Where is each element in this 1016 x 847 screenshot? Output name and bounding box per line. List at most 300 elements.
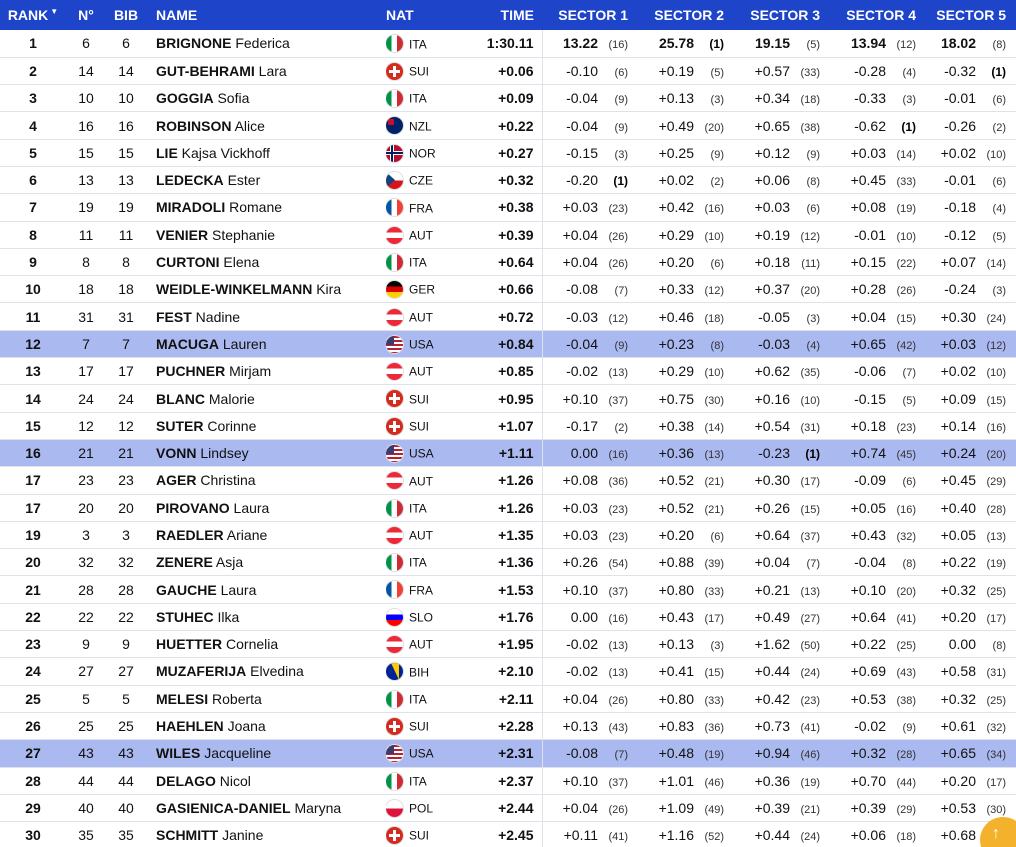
time-cell: +1.53: [470, 576, 542, 603]
sector-rank: (29): [986, 476, 1006, 489]
athlete-name[interactable]: [146, 603, 386, 630]
athlete-name[interactable]: [146, 412, 386, 439]
table-row[interactable]: [0, 85, 1016, 112]
sector-rank: (3): [806, 312, 820, 325]
nation-cell: [386, 330, 470, 357]
sector-rank: (12): [986, 339, 1006, 352]
sector-3-cell: [734, 85, 830, 112]
sector-3-cell: [734, 330, 830, 357]
athlete-last-name: FEST: [156, 308, 192, 325]
bib-cell: 43: [118, 745, 134, 762]
sector-rank: (7): [902, 367, 916, 380]
sector-4-cell: [830, 549, 926, 576]
nation-cell: [386, 603, 470, 630]
sector-5-cell: [926, 166, 1016, 193]
athlete-name[interactable]: [146, 576, 386, 603]
athlete-name[interactable]: [146, 467, 386, 494]
sector-1-cell: [542, 794, 638, 821]
sector-3-cell: [734, 576, 830, 603]
sector-1-cell: [542, 658, 638, 685]
athlete-last-name: BLANC: [156, 390, 205, 407]
switzerland-flag-icon: [386, 63, 403, 80]
sector-time: -0.26: [944, 117, 976, 134]
sector-2-cell: [638, 439, 734, 466]
table-row[interactable]: [0, 767, 1016, 794]
sector-4-cell: [830, 358, 926, 385]
sector-3-cell: [734, 166, 830, 193]
table-row[interactable]: [0, 794, 1016, 821]
sector-rank: (13): [704, 449, 724, 462]
athlete-first-name: Corinne: [207, 417, 257, 434]
sector-rank: (34): [986, 749, 1006, 762]
table-row[interactable]: [0, 658, 1016, 685]
sector-1-cell: [542, 276, 638, 303]
athlete-last-name: VONN: [156, 445, 197, 462]
athlete-name[interactable]: [146, 494, 386, 521]
start-number-cell: 22: [78, 608, 94, 625]
athlete-name[interactable]: [146, 30, 386, 57]
sector-2-cell: [638, 276, 734, 303]
sector-3-cell: [734, 276, 830, 303]
sector-5-cell: [926, 385, 1016, 412]
header-sector-5[interactable]: SECTOR 5: [936, 7, 1006, 23]
sector-time: +0.19: [658, 62, 694, 79]
sector-time: +0.62: [754, 363, 790, 380]
athlete-name[interactable]: [146, 221, 386, 248]
athlete-name[interactable]: [146, 385, 386, 412]
sector-3-cell: [734, 358, 830, 385]
austria-flag-icon: [386, 309, 403, 326]
time-cell: +0.39: [470, 221, 542, 248]
sector-rank: (10): [986, 148, 1006, 161]
header-no[interactable]: N°: [78, 7, 94, 23]
sector-rank: (8): [902, 558, 916, 571]
sector-rank: (26): [608, 803, 628, 816]
nation-code: SUI: [409, 419, 430, 434]
sector-time: +0.03: [562, 199, 598, 216]
header-rank[interactable]: RANK ▼: [7, 7, 59, 23]
sector-time: +0.04: [562, 254, 598, 271]
time-cell: 1:30.11: [470, 30, 542, 57]
rank-cell: 21: [25, 581, 41, 598]
table-row[interactable]: [0, 248, 1016, 275]
italy-flag-icon: [386, 35, 403, 52]
nation-cell: [386, 467, 470, 494]
sector-2-cell: [638, 712, 734, 739]
sector-5-cell: [926, 712, 1016, 739]
athlete-last-name: VENIER: [156, 226, 209, 243]
table-row[interactable]: [0, 166, 1016, 193]
athlete-name[interactable]: [146, 303, 386, 330]
sector-time: -0.02: [566, 363, 598, 380]
sector-1-cell: [542, 439, 638, 466]
time-cell: +0.38: [470, 194, 542, 221]
sector-rank: (5): [806, 39, 820, 52]
sector-5-cell: [926, 330, 1016, 357]
athlete-name[interactable]: [146, 794, 386, 821]
sector-2-cell: [638, 330, 734, 357]
sector-time: -0.18: [944, 199, 976, 216]
athlete-name[interactable]: [146, 85, 386, 112]
sector-rank: (16): [608, 612, 628, 625]
sector-4-cell: [830, 494, 926, 521]
table-row[interactable]: [0, 57, 1016, 84]
start-number-cell: 15: [78, 144, 94, 161]
sector-rank: (32): [896, 530, 916, 543]
sector-rank: (19): [896, 203, 916, 216]
sector-3-cell: [734, 658, 830, 685]
norway-flag-icon: [386, 145, 403, 162]
header-time[interactable]: TIME: [500, 7, 534, 23]
sector-time: +0.46: [658, 308, 694, 325]
time-cell: +0.84: [470, 330, 542, 357]
sector-time: +1.62: [754, 636, 790, 653]
sector-rank: (20): [986, 449, 1006, 462]
header-sector-4[interactable]: SECTOR 4: [846, 7, 916, 23]
sector-2-cell: [638, 412, 734, 439]
bib-cell: 9: [122, 636, 130, 653]
sector-rank: (16): [704, 203, 724, 216]
italy-flag-icon: [386, 554, 403, 571]
athlete-first-name: Asja: [215, 554, 244, 571]
table-row[interactable]: [0, 521, 1016, 548]
sector-time: +0.30: [940, 308, 976, 325]
sector-time: +0.44: [754, 827, 790, 844]
athlete-name[interactable]: [146, 631, 386, 658]
sector-rank: (28): [896, 749, 916, 762]
sector-rank: (24): [800, 831, 820, 844]
sector-time: +0.32: [850, 745, 886, 762]
sector-time: +0.11: [563, 827, 598, 844]
time-cell: +0.32: [470, 166, 542, 193]
start-number-cell: 20: [78, 499, 94, 516]
nation-code: AUT: [409, 473, 433, 488]
athlete-name[interactable]: [146, 194, 386, 221]
table-row[interactable]: [0, 822, 1016, 847]
nation-cell: [386, 767, 470, 794]
sector-time: +0.20: [658, 526, 694, 543]
table-row[interactable]: [0, 139, 1016, 166]
table-row[interactable]: [0, 603, 1016, 630]
athlete-name[interactable]: [146, 330, 386, 357]
sector-rank: (12): [800, 230, 820, 243]
sector-time: +0.05: [940, 526, 976, 543]
sector-time: +0.74: [850, 445, 886, 462]
sector-rank: (20): [896, 585, 916, 598]
nation-cell: [386, 221, 470, 248]
bosnia-flag-icon: [386, 663, 403, 680]
sector-time: +0.10: [562, 772, 598, 789]
sector-time: -0.62: [854, 117, 886, 134]
athlete-first-name: Kira: [316, 281, 342, 298]
sector-rank: (26): [896, 285, 916, 298]
sector-4-cell: [830, 221, 926, 248]
header-sector-1[interactable]: SECTOR 1: [558, 7, 628, 23]
sector-time: +0.13: [658, 90, 694, 107]
sector-3-cell: [734, 303, 830, 330]
sector-time: +0.06: [850, 827, 886, 844]
sector-rank: (41): [896, 612, 916, 625]
sector-3-cell: [734, 439, 830, 466]
header-name[interactable]: NAME: [156, 7, 198, 23]
sector-rank: (20): [704, 121, 724, 134]
athlete-name[interactable]: [146, 112, 386, 139]
sector-4-cell: [830, 139, 926, 166]
athlete-name[interactable]: [146, 439, 386, 466]
usa-flag-icon: [386, 745, 403, 762]
sector-time: +0.02: [658, 172, 694, 189]
header-bib[interactable]: BIB: [113, 7, 139, 23]
nation-code: AUT: [409, 310, 433, 325]
rank-cell: 28: [25, 772, 41, 789]
nation-code: USA: [409, 446, 434, 461]
athlete-name[interactable]: [146, 248, 386, 275]
athlete-name[interactable]: [146, 57, 386, 84]
table-row[interactable]: [0, 112, 1016, 139]
nation-code: AUT: [409, 528, 433, 543]
header-nat[interactable]: NAT: [386, 7, 414, 23]
sector-rank: (24): [986, 312, 1006, 325]
sector-rank: (9): [614, 339, 628, 352]
bib-cell: 7: [122, 335, 130, 352]
table-row[interactable]: [0, 303, 1016, 330]
athlete-name[interactable]: [146, 822, 386, 847]
sector-2-cell: [638, 685, 734, 712]
sector-rank: (3): [992, 285, 1006, 298]
athlete-first-name: Ariane: [226, 526, 268, 543]
austria-flag-icon: [386, 527, 403, 544]
athlete-last-name: MUZAFERIJA: [156, 663, 247, 680]
austria-flag-icon: [386, 363, 403, 380]
sector-1-cell: [542, 303, 638, 330]
sector-time: +0.09: [940, 390, 976, 407]
sort-down-icon: ▼: [50, 7, 59, 17]
time-cell: +1.36: [470, 549, 542, 576]
sector-time: -0.24: [944, 281, 976, 298]
table-row[interactable]: [0, 358, 1016, 385]
time-cell: +2.28: [470, 712, 542, 739]
table-row[interactable]: [0, 467, 1016, 494]
sector-rank: (8): [806, 176, 820, 189]
athlete-last-name: MACUGA: [156, 335, 219, 352]
sector-rank: (4): [902, 66, 916, 79]
athlete-name[interactable]: [146, 276, 386, 303]
sector-time: +0.08: [562, 472, 598, 489]
sector-5-cell: [926, 631, 1016, 658]
sector-time: -0.04: [854, 554, 886, 571]
sector-time: +0.65: [940, 745, 976, 762]
sector-time: +0.43: [850, 526, 886, 543]
sector-time: +0.04: [562, 690, 598, 707]
table-row[interactable]: [0, 494, 1016, 521]
nation-cell: [386, 358, 470, 385]
athlete-first-name: Lara: [258, 62, 287, 79]
sector-rank: (39): [704, 558, 724, 571]
sector-2-cell: [638, 794, 734, 821]
start-number-cell: 27: [78, 663, 94, 680]
sector-time: +0.73: [754, 718, 790, 735]
sector-rank: (36): [704, 722, 724, 735]
sector-rank: (15): [986, 394, 1006, 407]
sector-rank: (2): [710, 176, 724, 189]
table-row[interactable]: [0, 330, 1016, 357]
sector-rank: (25): [896, 640, 916, 653]
sector-1-cell: [542, 85, 638, 112]
bib-cell: 20: [118, 499, 134, 516]
sector-time: +0.08: [850, 199, 886, 216]
table-row[interactable]: [0, 712, 1016, 739]
sector-rank: (15): [896, 312, 916, 325]
nation-code: ITA: [409, 692, 427, 707]
table-row[interactable]: [0, 194, 1016, 221]
table-row[interactable]: [0, 412, 1016, 439]
sector-rank: (5): [992, 230, 1006, 243]
sector-time: +1.01: [658, 772, 694, 789]
bib-cell: 31: [118, 308, 134, 325]
sector-time: +0.61: [940, 718, 976, 735]
sector-rank: (8): [992, 39, 1006, 52]
athlete-name[interactable]: [146, 685, 386, 712]
athlete-name[interactable]: [146, 358, 386, 385]
start-number-cell: 24: [78, 390, 94, 407]
start-number-cell: 40: [78, 799, 94, 816]
sector-rank: (14): [704, 421, 724, 434]
nation-code: FRA: [409, 200, 433, 215]
table-row[interactable]: [0, 685, 1016, 712]
sector-time: +0.32: [940, 690, 976, 707]
sector-time: +0.18: [754, 254, 790, 271]
sector-time: -0.15: [854, 390, 886, 407]
sector-3-cell: [734, 57, 830, 84]
header-sector-3[interactable]: SECTOR 3: [750, 7, 820, 23]
athlete-name[interactable]: [146, 139, 386, 166]
sector-time: +0.25: [658, 144, 694, 161]
start-number-cell: 3: [82, 526, 90, 543]
austria-flag-icon: [386, 227, 403, 244]
sector-3-cell: [734, 822, 830, 847]
athlete-name[interactable]: [146, 166, 386, 193]
sector-rank: (33): [896, 176, 916, 189]
sector-time: -0.02: [566, 663, 598, 680]
table-row[interactable]: [0, 740, 1016, 767]
bib-cell: 12: [118, 417, 134, 434]
nation-cell: [386, 412, 470, 439]
sector-rank: (37): [608, 776, 628, 789]
table-row[interactable]: [0, 439, 1016, 466]
switzerland-flag-icon: [386, 418, 403, 435]
sector-4-cell: [830, 631, 926, 658]
table-row[interactable]: [0, 221, 1016, 248]
sector-rank: (6): [902, 476, 916, 489]
sector-2-cell: [638, 166, 734, 193]
rank-cell: 1: [29, 35, 37, 52]
sector-time: +0.10: [562, 581, 598, 598]
sector-time: +0.54: [754, 417, 790, 434]
sector-rank: (21): [704, 503, 724, 516]
sector-1-cell: [542, 712, 638, 739]
sector-time: +0.48: [658, 745, 694, 762]
sector-rank: (38): [800, 121, 820, 134]
table-row[interactable]: [0, 30, 1016, 57]
athlete-name[interactable]: [146, 767, 386, 794]
athlete-name[interactable]: [146, 549, 386, 576]
sector-rank: (12): [896, 39, 916, 52]
rank-cell: 29: [25, 799, 41, 816]
athlete-name[interactable]: [146, 521, 386, 548]
sector-time: +0.02: [940, 144, 976, 161]
results-body: [0, 30, 1016, 847]
sector-time: +0.02: [940, 363, 976, 380]
sector-time: +0.34: [754, 90, 790, 107]
nation-cell: [386, 194, 470, 221]
sector-4-cell: [830, 166, 926, 193]
nation-cell: [386, 631, 470, 658]
sector-2-cell: [638, 576, 734, 603]
athlete-first-name: Elena: [223, 254, 260, 271]
time-cell: +2.37: [470, 767, 542, 794]
athlete-name[interactable]: [146, 740, 386, 767]
athlete-first-name: Kajsa Vickhoff: [181, 144, 270, 161]
sector-rank: (7): [614, 285, 628, 298]
sector-rank: (43): [896, 667, 916, 680]
sector-time: +0.94: [754, 745, 790, 762]
table-row[interactable]: [0, 276, 1016, 303]
sector-rank: (1): [901, 119, 916, 134]
sector-rank: (19): [704, 749, 724, 762]
bib-cell: 35: [118, 827, 134, 844]
sector-rank: (45): [896, 449, 916, 462]
sector-rank: (41): [800, 722, 820, 735]
sector-5-cell: [926, 439, 1016, 466]
nation-cell: [386, 494, 470, 521]
sector-rank: (20): [800, 285, 820, 298]
sector-4-cell: [830, 576, 926, 603]
athlete-last-name: PUCHNER: [156, 363, 226, 380]
sector-time: +0.20: [940, 772, 976, 789]
start-number-cell: 5: [82, 690, 90, 707]
time-cell: +1.26: [470, 494, 542, 521]
sector-time: +0.88: [658, 554, 694, 571]
sector-time: +0.58: [940, 663, 976, 680]
header-sector-2[interactable]: SECTOR 2: [654, 7, 724, 23]
athlete-last-name: CURTONI: [156, 254, 220, 271]
nation-cell: [386, 439, 470, 466]
sector-2-cell: [638, 767, 734, 794]
athlete-name[interactable]: [146, 712, 386, 739]
sector-time: +0.22: [850, 636, 886, 653]
time-cell: +2.31: [470, 740, 542, 767]
athlete-name[interactable]: [146, 658, 386, 685]
sector-rank: (14): [986, 258, 1006, 271]
sector-5-cell: [926, 30, 1016, 57]
sector-4-cell: [830, 658, 926, 685]
sector-time: +0.12: [754, 144, 790, 161]
austria-flag-icon: [386, 472, 403, 489]
athlete-last-name: GAUCHE: [156, 581, 217, 598]
sector-rank: (23): [896, 421, 916, 434]
sector-2-cell: [638, 467, 734, 494]
athlete-last-name: WILES: [156, 745, 201, 762]
table-row[interactable]: [0, 549, 1016, 576]
table-row[interactable]: [0, 631, 1016, 658]
sector-time: +0.32: [940, 581, 976, 598]
sector-5-cell: [926, 112, 1016, 139]
table-row[interactable]: [0, 576, 1016, 603]
table-row[interactable]: [0, 385, 1016, 412]
start-number-cell: 28: [78, 581, 94, 598]
athlete-first-name: Laura: [233, 499, 270, 516]
sector-rank: (32): [986, 722, 1006, 735]
